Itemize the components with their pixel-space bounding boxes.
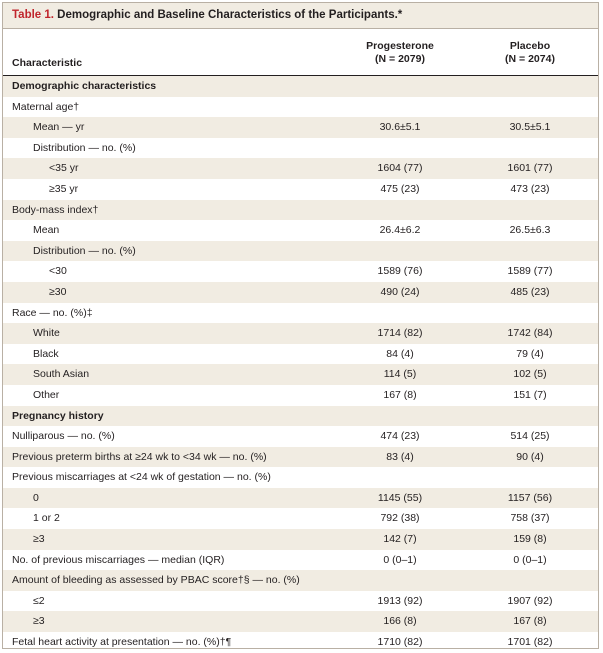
row-label: ≥35 yr (49, 182, 79, 195)
header-placebo (475, 40, 585, 66)
row-progesterone-value: 84 (4) (386, 347, 414, 360)
table-row (3, 426, 598, 447)
row-progesterone-value: 1714 (82) (377, 327, 423, 340)
row-label: Demographic characteristics (12, 80, 157, 92)
table-header (3, 29, 598, 76)
row-progesterone-value: 166 (8) (383, 615, 417, 628)
table-body (3, 76, 598, 653)
table-row (3, 117, 598, 138)
table-row (3, 344, 598, 365)
row-placebo-value: 26.5±6.3 (509, 224, 551, 237)
row-progesterone-value: 475 (23) (380, 182, 420, 195)
row-label: 1 or 2 (33, 512, 60, 525)
row-placebo-value: 90 (4) (516, 450, 544, 463)
row-placebo-value: 167 (8) (513, 615, 547, 628)
table-row (3, 138, 598, 159)
row-progesterone-value: 1145 (55) (377, 491, 423, 504)
table-row (3, 447, 598, 468)
row-label: Body-mass index† (12, 203, 99, 216)
row-placebo-value: 1701 (82) (507, 636, 553, 649)
header-progesterone (345, 40, 455, 66)
row-label: ≤2 (33, 594, 45, 607)
table-frame (2, 2, 599, 649)
row-label: Mean — yr (33, 121, 85, 134)
table-row (3, 591, 598, 612)
row-placebo-value: 79 (4) (516, 347, 544, 360)
table-row-section (3, 406, 598, 427)
row-progesterone-value: 1710 (82) (377, 636, 423, 649)
table-row (3, 385, 598, 406)
table-row (3, 611, 598, 632)
table-row (3, 529, 598, 550)
row-placebo-value: 514 (25) (510, 430, 550, 443)
table-row-section (3, 76, 598, 97)
row-progesterone-value: 1589 (76) (377, 265, 423, 278)
table-row (3, 200, 598, 221)
row-placebo-value: 1589 (77) (507, 265, 553, 278)
table-title-bar (3, 3, 598, 29)
row-progesterone-value: 83 (4) (386, 450, 414, 463)
row-label: South Asian (33, 368, 90, 381)
row-label: <35 yr (49, 162, 79, 175)
row-label: No. of previous miscarriages — median (IQR) (12, 553, 225, 566)
row-placebo-value: 30.5±5.1 (509, 121, 551, 134)
row-progesterone-value: 142 (7) (383, 533, 417, 546)
row-placebo-value: 0 (0–1) (513, 553, 547, 566)
row-placebo-value: 1907 (92) (507, 594, 553, 607)
row-label: Distribution — no. (%) (33, 141, 136, 154)
header-placebo-name: Placebo (509, 40, 551, 52)
row-label: Maternal age† (12, 100, 80, 113)
table-row (3, 179, 598, 200)
row-label: Previous preterm births at ≥24 wk to <34 wk — no. (%) (12, 450, 267, 463)
table-row (3, 550, 598, 571)
row-placebo-value: 1601 (77) (507, 162, 553, 175)
header-placebo-n: (N = 2074) (505, 53, 555, 65)
table-row (3, 632, 598, 653)
row-label: Black (33, 347, 59, 360)
row-label: <30 (49, 265, 67, 278)
row-progesterone-value: 167 (8) (383, 388, 417, 401)
row-label: White (33, 327, 60, 340)
row-label: Race — no. (%)‡ (12, 306, 93, 319)
table-title: Demographic and Baseline Characteristics of the Participants.* (53, 9, 403, 21)
row-progesterone-value: 490 (24) (380, 285, 420, 298)
row-placebo-value: 485 (23) (510, 285, 550, 298)
row-placebo-value: 758 (37) (510, 512, 550, 525)
table-row (3, 364, 598, 385)
row-progesterone-value: 792 (38) (380, 512, 420, 525)
row-placebo-value: 1157 (56) (507, 491, 553, 504)
table-row (3, 241, 598, 262)
table-row (3, 220, 598, 241)
row-label: Distribution — no. (%) (33, 244, 136, 257)
table-row (3, 261, 598, 282)
row-label: ≥3 (33, 615, 45, 628)
row-placebo-value: 102 (5) (513, 368, 547, 381)
row-progesterone-value: 114 (5) (383, 368, 417, 381)
table-row (3, 467, 598, 488)
table-label: Table 1. (12, 9, 54, 21)
row-label: ≥30 (49, 285, 67, 298)
row-label: Amount of bleeding as assessed by PBAC score†§ — no. (%) (12, 574, 300, 587)
header-progesterone-n: (N = 2079) (375, 53, 425, 65)
row-progesterone-value: 30.6±5.1 (379, 121, 421, 134)
table-row (3, 158, 598, 179)
row-progesterone-value: 1913 (92) (377, 594, 423, 607)
table-row (3, 508, 598, 529)
table-row (3, 97, 598, 118)
row-label: Pregnancy history (12, 409, 104, 422)
row-progesterone-value: 0 (0–1) (383, 553, 417, 566)
table-row (3, 570, 598, 591)
row-label: ≥3 (33, 533, 45, 546)
row-label: 0 (33, 491, 39, 504)
row-progesterone-value: 26.4±6.2 (379, 224, 421, 237)
table-row (3, 282, 598, 303)
row-label: Fetal heart activity at presentation — no. (%)†¶ (12, 636, 232, 649)
row-label: Other (33, 388, 60, 401)
row-progesterone-value: 474 (23) (380, 430, 420, 443)
row-label: Previous miscarriages at <24 wk of gestation — no. (%) (12, 471, 271, 484)
table-row (3, 303, 598, 324)
row-progesterone-value: 1604 (77) (377, 162, 423, 175)
header-characteristic: Characteristic (12, 57, 83, 69)
header-progesterone-name: Progesterone (366, 40, 434, 52)
table-row (3, 488, 598, 509)
row-placebo-value: 151 (7) (513, 388, 547, 401)
row-placebo-value: 159 (8) (513, 533, 547, 546)
row-placebo-value: 1742 (84) (507, 327, 553, 340)
row-placebo-value: 473 (23) (510, 182, 550, 195)
row-label: Nulliparous — no. (%) (12, 430, 115, 443)
row-label: Mean (33, 224, 60, 237)
table-row (3, 323, 598, 344)
